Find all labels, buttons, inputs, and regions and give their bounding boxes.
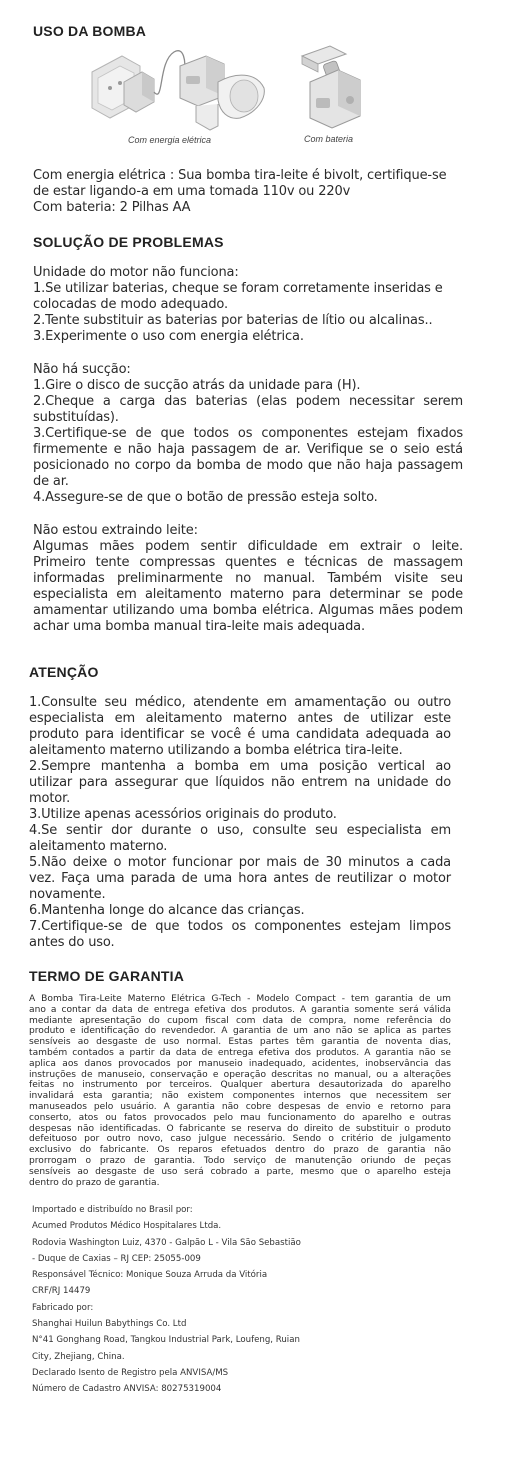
footer-line: Acumed Produtos Médico Hospitalares Ltda. [32, 1221, 222, 1232]
footer-info [32, 1202, 452, 1398]
text-line: posicionado no corpo da bomba de modo que não haja passagem [33, 458, 463, 473]
text-line: especialista em aleitamento materno para determinar se pode [33, 587, 463, 602]
solucao-block-leite [33, 523, 463, 635]
footer-line: Declarado Isento de Registro pela ANVISA/MS [32, 1367, 229, 1378]
text-line: Algumas mães podem sentir dificuldade em extrair o leite. [33, 539, 463, 554]
text-line: novamente. [29, 887, 106, 902]
text-line: 3.Utilize apenas acessórios originais do produto. [29, 807, 337, 822]
text-line: produto e identificação do revendedor. A garantia de um ano não se aplica as partes [29, 1026, 451, 1037]
footer-line: - Duque de Caxias – RJ CEP: 25055-009 [32, 1253, 201, 1264]
text-line: 1.Gire o disco de sucção atrás da unidade para (H). [33, 378, 361, 393]
text-line: ano a contar da data de entrega efetiva dos produtos. A garantia somente será válida [29, 1004, 451, 1015]
text-line: exclusivo do fabricante. Os reparos efetuados dentro do prazo de garantia não [29, 1145, 451, 1156]
text-line: amamentar utilizando uma bomba elétrica. Algumas mães podem [33, 603, 463, 618]
text-line: dentro do prazo de garantia. [29, 1177, 160, 1188]
footer-line: Número de Cadastro ANVISA: 80275319004 [32, 1384, 222, 1395]
battery-pump-illustration [296, 42, 376, 134]
text-line: 2.Sempre mantenha a bomba em uma posição vertical ao [29, 759, 451, 774]
text-line: A Bomba Tira-Leite Materno Elétrica G-Tech - Modelo Compact - tem garantia de um [29, 994, 451, 1004]
solucao-block-motor [33, 265, 465, 345]
text-line: Primeiro tente compressas quentes e técnicas de massagem [33, 555, 463, 570]
text-line: sensíveis ao desgaste de uso normal. Estas partes têm garantia de noventa dias, [29, 1037, 451, 1048]
text-line: aplica aos danos provocados por manuseio inadequado, acidentes, inobservância das [29, 1058, 451, 1069]
text-line: 2.Cheque a carga das baterias (elas podem necessitar serem [33, 394, 463, 409]
footer-line: N°41 Gonghang Road, Tangkou Industrial Park, Loufeng, Ruian [32, 1335, 300, 1346]
footer-line: Importado e distribuído no Brasil por: [32, 1205, 193, 1215]
text-line: conserto, atos ou fatos provocados pelo mau funcionamento do aparelho e outras [29, 1112, 451, 1123]
text-line: invalidará esta garantia; não existem componentes internos que necessitem ser [29, 1091, 451, 1102]
footer-line: Fabricado por: [32, 1302, 94, 1313]
atencao-list [29, 695, 451, 951]
text-line: manuseados pelo usuário. A garantia não cobre despesas de envio e retorno para [29, 1101, 451, 1112]
text-line: substituídas). [33, 410, 119, 425]
text-line: 3.Experimente o uso com energia elétrica. [33, 329, 304, 344]
garantia-text [29, 994, 451, 1188]
text-line: informadas preliminarmente no manual. Também visite seu [33, 571, 463, 586]
text-line: aleitamento materno. [29, 839, 168, 854]
text-line: 1.Consulte seu médico, atendente em amamentação ou outro [29, 695, 451, 710]
electric-pump-illustration [88, 42, 278, 134]
text-line: 5.Não deixe o motor funcionar por mais de 30 minutos a cada [29, 855, 451, 870]
text-line: Com bateria: 2 Pilhas AA [33, 200, 191, 215]
text-line: achar uma bomba manual tira-leite mais adequada. [33, 619, 365, 634]
solucao-block-succao [33, 362, 463, 506]
text-line: 2.Tente substituir as baterias por baterias de lítio ou alcalinas.. [33, 313, 433, 328]
text-line: 4.Assegure-se de que o botão de pressão esteja solto. [33, 490, 378, 505]
section-title-atencao: ATENÇÃO [29, 664, 99, 680]
section-title-solucao: SOLUÇÃO DE PROBLEMAS [33, 234, 224, 250]
text-line: feitas no instrumento por terceiros. Qualquer abertura desautorizada do aparelho [29, 1080, 451, 1091]
text-line: aleitamento materno utilizando a bomba elétrica tira-leite. [29, 743, 403, 758]
text-line: utilizar para assegurar que líquidos não entrem na unidade do [29, 775, 451, 790]
footer-line: Shanghai Huilun Babythings Co. Ltd [32, 1319, 187, 1330]
footer-line: City, Zhejiang, China. [32, 1351, 125, 1362]
text-line: Unidade do motor não funciona: [33, 265, 239, 280]
text-line: 6.Mantenha longe do alcance das crianças. [29, 903, 305, 918]
text-line: especialista em aleitamento materno antes de utilizar este [29, 711, 451, 726]
footer-line: Rodovia Washington Luiz, 4370 - Galpão L - Vila São Sebastião [32, 1237, 301, 1248]
text-line: também contados a partir da data de entrega efetiva dos produtos. A garantia não se [29, 1047, 451, 1058]
text-line: 4.Se sentir dor durante o uso, consulte seu especialista em [29, 823, 451, 838]
text-line: prorrogam o prazo de garantia. Todo serviço de manutenção oriundo de peças [29, 1155, 451, 1166]
text-line: vez. Faça uma parada de uma hora antes de reutilizar o motor [29, 871, 451, 886]
text-line: defeituoso por outro novo, caso julgue necessário. Sendo o critério de julgamento [29, 1134, 451, 1145]
text-line: 3.Certifique-se de que todos os componentes estejam fixados [33, 426, 463, 441]
text-line: de ar. [33, 474, 69, 489]
text-line: despesas não identificadas. O fabricante se reserva do direito de substituir o produto [29, 1123, 451, 1134]
text-line: mediante apresentação do cupom fiscal com data de compra, nome referência do [29, 1015, 451, 1026]
text-line: sensíveis ao desgaste de uso será cobrado a parte, mesmo que o aparelho esteja [29, 1166, 451, 1177]
uso-text [33, 168, 465, 216]
section-title-garantia: TERMO DE GARANTIA [29, 968, 185, 984]
text-line: 7.Certifique-se de que todos os componentes estejam limpos [29, 919, 451, 934]
text-line: produto para identificar se você é uma candidata adequada ao [29, 727, 451, 742]
text-line: antes do uso. [29, 935, 115, 950]
text-line: Não estou extraindo leite: [33, 523, 198, 538]
footer-line: Responsável Técnico: Monique Souza Arruda da Vitória [32, 1270, 268, 1281]
text-line: de estar ligando-a em uma tomada 110v ou 220v [33, 184, 351, 199]
footer-line: CRF/RJ 14479 [32, 1286, 91, 1297]
text-line: 1.Se utilizar baterias, cheque se foram corretamente inseridas e [33, 281, 443, 296]
text-line: Com energia elétrica : Sua bomba tira-leite é bivolt, certifique-se [33, 168, 447, 183]
section-title-uso: USO DA BOMBA [33, 23, 147, 39]
text-line: Não há sucção: [33, 362, 131, 377]
text-line: colocadas de modo adequado. [33, 297, 228, 312]
caption-electric: Com energia elétrica [128, 135, 212, 145]
text-line: firmemente e não haja passagem de ar. Verifique se o seio está [33, 442, 463, 457]
text-line: motor. [29, 791, 71, 806]
caption-battery: Com bateria [304, 134, 354, 144]
text-line: instruções de manuseio, conservação e operação descritas no manual, ou a alterações [29, 1069, 451, 1080]
